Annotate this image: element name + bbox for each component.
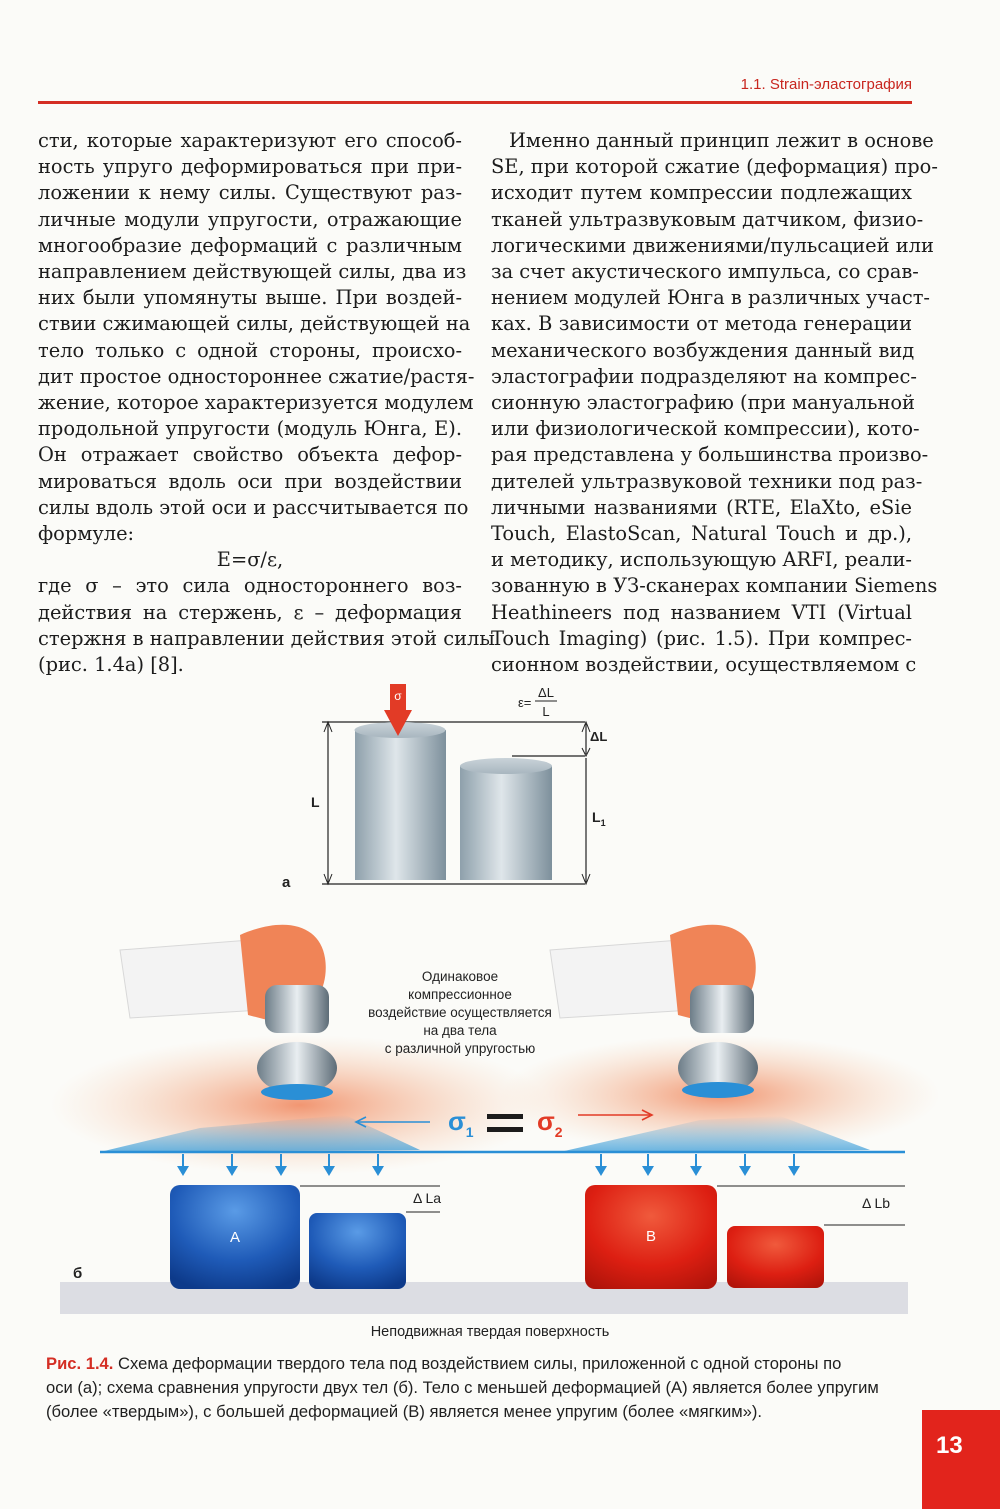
running-head: 1.1. Strain-эластография	[740, 76, 912, 93]
text-line: сти, которые характеризуют его способ-	[38, 129, 462, 152]
short-cylinder	[460, 766, 552, 880]
figure-caption	[46, 1352, 926, 1424]
text-line: сионном воздействии, осуществляемом с	[491, 653, 917, 677]
text-line: и методику, использующую ARFI, реали-	[491, 548, 912, 572]
text-line: сионную эластографию (при мануальной	[491, 391, 915, 415]
text-line: ложении к нему силы. Существуют раз-	[38, 181, 462, 205]
text-line: продольной упругости (модуль Юнга, E).	[38, 417, 462, 441]
text-line: личными названиями (RTE, ElaXto, eSie	[491, 495, 912, 519]
text-line: силы вдоль этой оси и рассчитывается по	[38, 495, 469, 519]
panel-a	[282, 684, 607, 891]
delta-la-label: Δ La	[413, 1190, 442, 1206]
note-line: компрессионное	[408, 987, 512, 1002]
text-line: действия на стержень, ε – деформация	[38, 600, 462, 624]
text-line: дит простое одностороннее сжатие/растя-	[38, 364, 475, 388]
body-b-label: B	[645, 1228, 657, 1245]
sigma1-label: $\sigma_1$	[448, 1106, 474, 1140]
text-line: зованную в УЗ-сканерах компании Siemens	[491, 574, 938, 598]
text-line: логическими движениями/пульсацией или	[491, 233, 934, 257]
strain-numerator: ΔL	[538, 685, 554, 700]
caption-label: Рис. 1.4.	[46, 1354, 114, 1373]
text-line: Touch, ElastoScan, Natural Touch и др.),	[491, 522, 912, 546]
left-column	[38, 128, 495, 678]
text-line: (рис. 1.4а) [8].	[38, 653, 184, 677]
l-label: L	[311, 794, 320, 810]
text-line: Именно данный принцип лежит в основе	[509, 129, 934, 152]
text-line: Touch Imaging) (рис. 1.5). При компрес-	[491, 626, 912, 650]
caption-line: оси (а); схема сравнения упругости двух тел (б). Тело с меньшей деформацией (А) является более упругим	[46, 1378, 879, 1397]
figure-1-4	[0, 670, 1000, 1350]
text-line: Он отражает свойство объекта дефор-	[38, 443, 462, 467]
text-line: Heathineers под названием VTI (Virtual	[491, 600, 912, 624]
text-line: SE, при которой сжатие (деформация) про-	[491, 155, 938, 179]
right-column	[491, 128, 938, 678]
center-note	[368, 969, 552, 1056]
text-line: дителей ультразвуковой техники под раз-	[491, 469, 923, 493]
text-line: многообразие деформаций с различным	[38, 233, 462, 257]
text-line: ствии сжимающей силы, действующей на	[38, 312, 471, 336]
surface-label: Неподвижная твердая поверхность	[370, 1324, 610, 1340]
text-line: мироваться вдоль оси при воздействии	[38, 469, 462, 493]
delta-l-label: ΔL	[590, 729, 608, 744]
panel-a-label: а	[282, 874, 291, 891]
strain-denominator: L	[542, 704, 550, 719]
text-line: эластографии подразделяют на компрес-	[491, 364, 917, 388]
panel-b-label: б	[73, 1265, 83, 1282]
tall-cylinder	[355, 730, 446, 880]
sigma2-label: $\sigma_2$	[537, 1106, 563, 1140]
text-line: нением модулей Юнга в различных участ-	[491, 286, 930, 310]
note-line: на два тела	[423, 1023, 497, 1038]
delta-lb-label: Δ Lb	[862, 1195, 891, 1211]
note-line: с различной упругостью	[384, 1041, 536, 1056]
text-line: ность упруго деформироваться при при-	[38, 155, 462, 179]
text-line: исходит путем компрессии подлежащих	[491, 181, 912, 205]
text-line: них были упомянуты выше. При воздей-	[38, 286, 462, 310]
text-line: механического возбуждения данный вид	[491, 338, 915, 362]
body-a-label: A	[229, 1229, 241, 1246]
text-line: рая представлена у большинства произво-	[491, 443, 929, 467]
page-number: 13	[922, 1410, 1000, 1509]
text-line: за счет акустического импульса, со срав-	[491, 260, 919, 284]
equals-sign	[487, 1114, 523, 1119]
text-line: стержня в направлении действия этой силы	[38, 626, 495, 650]
caption-line: (более «твердым»), с большей деформацией (В) является менее упругим (более «мягким»).	[46, 1402, 762, 1421]
note-line: Одинаковое	[421, 969, 499, 984]
text-line: ках. В зависимости от метода генерации	[491, 312, 912, 336]
text-line: тканей ультразвуковым датчиком, физио-	[491, 207, 924, 231]
text-line: формуле:	[38, 522, 135, 546]
sigma-label: σ	[394, 689, 402, 703]
strain-prefix: ε=	[518, 695, 532, 710]
panel-b	[50, 925, 940, 1340]
header-rule	[38, 101, 912, 104]
text-line: или физиологической компрессии), кото-	[491, 417, 920, 441]
formula: E=σ/ε,	[216, 548, 284, 572]
text-line: где σ – это сила одностороннего воз-	[38, 574, 462, 598]
text-line: тело только с одной стороны, происхо-	[38, 338, 462, 362]
body-b-after	[727, 1226, 824, 1288]
note-line: воздействие осуществляется	[368, 1005, 552, 1020]
text-line: направлением действующей силы, два из	[38, 260, 467, 284]
text-line: личные модули упругости, отражающие	[38, 207, 462, 231]
body-a-after	[309, 1213, 406, 1289]
text-line: жение, которое характеризуется модулем	[38, 391, 474, 415]
caption-line: Схема деформации твердого тела под воздействием силы, приложенной с одной стороны по	[113, 1354, 842, 1373]
l1-label: $L_1$	[592, 809, 606, 828]
